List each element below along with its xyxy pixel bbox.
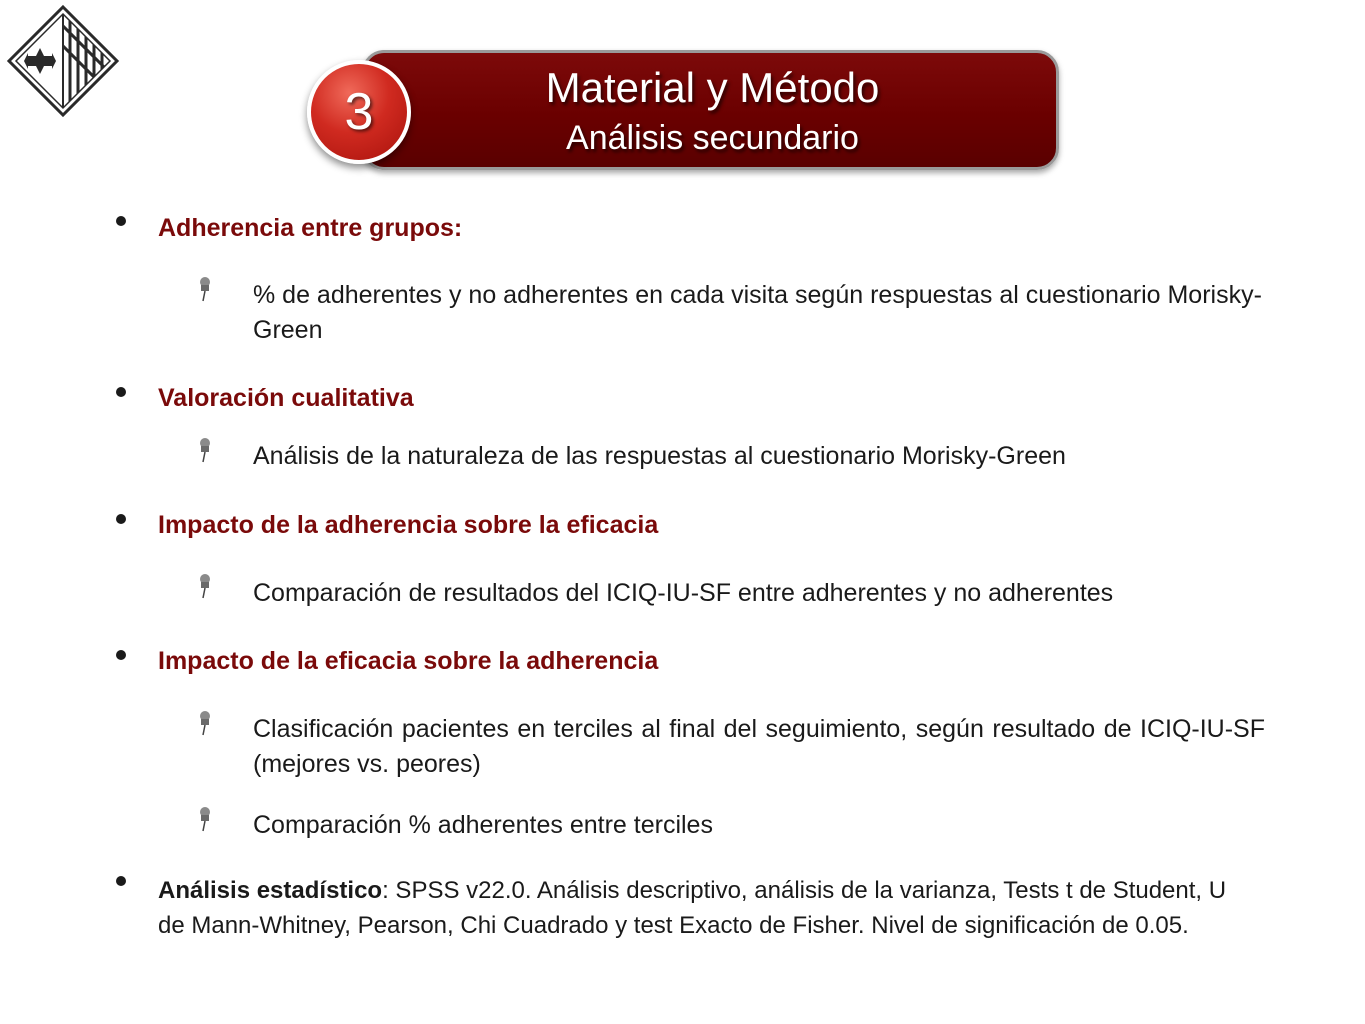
bullet-dot [116, 387, 126, 397]
pushpin-icon [194, 276, 216, 302]
bullet-dot [116, 650, 126, 660]
bullet-dot [116, 514, 126, 524]
pushpin-icon [194, 806, 216, 832]
stats-label: Análisis estadístico [158, 877, 383, 904]
section-heading: Valoración cualitativa [158, 384, 414, 412]
list-item: Comparación de resultados del ICIQ-IU-SF entre adherentes y no adherentes [253, 579, 1114, 607]
bullet-dot [116, 876, 126, 886]
section-heading: Impacto de la eficacia sobre la adherencia [158, 647, 659, 675]
stats-paragraph [158, 873, 1238, 943]
pushpin-icon [194, 573, 216, 599]
list-item: % de adherentes y no adherentes en cada visita según respuestas al cuestionario Morisky-Green [253, 281, 1262, 344]
bullet-dot [116, 216, 126, 226]
page-title: Material y Método [545, 64, 880, 111]
heraldic-shield-icon [6, 4, 120, 118]
list-item: Análisis de la naturaleza de las respuestas al cuestionario Morisky-Green [253, 442, 1066, 470]
section-heading: Impacto de la adherencia sobre la eficacia [158, 511, 659, 539]
stats-text: : SPSS v22.0. Análisis descriptivo, análisis de la varianza, Tests t de Student, U de Mann-Whitney, Pearson, Chi Cuadrado y test Exacto de Fisher. Nivel de significación de 0.05. [158, 877, 1227, 939]
page-subtitle: Análisis secundario [566, 119, 859, 157]
pushpin-icon [194, 710, 216, 736]
list-item: Comparación % adherentes entre terciles [253, 811, 713, 839]
section-number-badge: 3 [307, 60, 411, 164]
list-item: Clasificación pacientes en terciles al final del seguimiento, según resultado de ICIQ-IU-SF (mejores vs. peores) [253, 715, 1265, 778]
pushpin-icon [194, 437, 216, 463]
section-heading: Adherencia entre grupos: [158, 214, 463, 242]
